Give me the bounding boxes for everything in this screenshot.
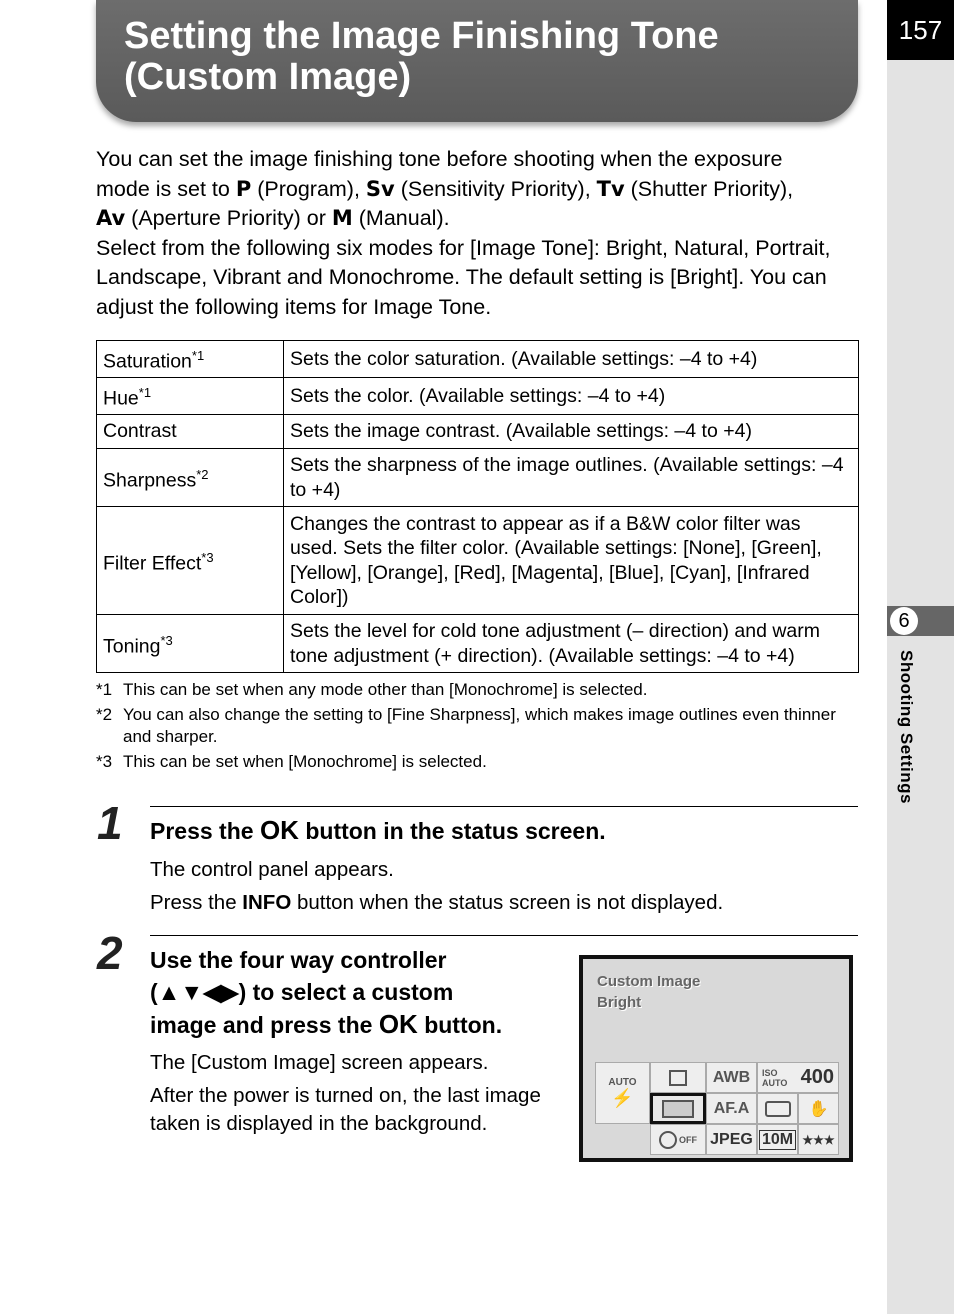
table-row xyxy=(97,415,859,449)
table-cell-desc: Changes the contrast to appear as if a B&W color filter was used. Sets the filter color. (Available settings: [None], [Green], [Yellow], [Orange], [Red], [Magenta], [Blue], [Cyan], [Infrared Color]) xyxy=(284,507,859,615)
mode-m-icon: M xyxy=(331,206,353,230)
footnote xyxy=(96,679,866,701)
item-name: Filter Effect xyxy=(103,552,202,574)
footnote xyxy=(96,751,866,773)
mode-av-icon: Av xyxy=(96,206,126,230)
footnote-mark: *3 xyxy=(201,549,214,565)
table-cell-desc: Sets the sharpness of the image outlines. (Available settings: –4 to +4) xyxy=(284,449,859,507)
step-2-heading-line: Use the four way controller xyxy=(150,947,447,973)
footnote-mark: *2 xyxy=(96,705,113,724)
table-row xyxy=(97,341,859,378)
title-line-2: (Custom Image) xyxy=(124,56,412,98)
step-2-heading-line xyxy=(150,1008,570,1041)
iso-label: ISO AUTO xyxy=(762,1067,788,1088)
table-cell-name xyxy=(97,449,284,507)
step-text: image and press the xyxy=(150,1012,379,1038)
intro-text-part: (Shutter Priority), xyxy=(624,176,794,201)
intro-text-part: (Program), xyxy=(251,176,366,201)
table-row xyxy=(97,507,859,615)
table-cell-name xyxy=(97,615,284,673)
step-1-body-line xyxy=(150,889,870,917)
footnote-mark: *1 xyxy=(96,680,113,699)
footnote-mark: *1 xyxy=(191,348,205,363)
step-1-number: 1 xyxy=(97,797,123,849)
table-cell-desc: Sets the color saturation. (Available settings: –4 to +4) xyxy=(284,341,859,378)
step-2-heading-line: (▲▼◀▶) to select a custom xyxy=(150,979,454,1005)
step-text: Press the xyxy=(150,891,243,914)
table-cell-name xyxy=(97,507,284,615)
filter-icon xyxy=(659,1131,677,1149)
intro-text xyxy=(96,145,866,322)
chapter-number: 6 xyxy=(890,607,918,635)
digital-filter-cell xyxy=(650,1124,706,1155)
footnote xyxy=(96,704,866,748)
footnote-text: You can also change the setting to [Fine Sharpness], which makes image outlines even thinner and sharper. xyxy=(123,705,836,746)
ok-button-icon: OK xyxy=(378,1009,418,1039)
step-2-body-line: The [Custom Image] screen appears. xyxy=(150,1051,489,1074)
table-cell-name xyxy=(97,415,284,449)
step-2-number: 2 xyxy=(97,927,123,979)
step-2-body xyxy=(150,1049,545,1143)
footnotes xyxy=(96,679,866,776)
camera-control-panel-screen xyxy=(579,955,853,1162)
info-button-icon: INFO xyxy=(242,891,292,914)
custom-image-icon xyxy=(662,1100,694,1118)
step-text: button when the status screen is not displayed. xyxy=(291,891,724,914)
screen-title-line: Custom Image xyxy=(597,973,701,990)
footnote-mark: *3 xyxy=(160,632,173,648)
step-text: Press the xyxy=(150,818,260,844)
page-number: 157 xyxy=(887,0,954,60)
settings-table xyxy=(96,340,859,673)
step-2-body-line: After the power is turned on, the last image taken is displayed in the background. xyxy=(150,1084,541,1135)
step-text: button. xyxy=(417,1012,503,1038)
intro-line-3 xyxy=(96,204,866,234)
table-cell-desc: Sets the image contrast. (Available settings: –4 to +4) xyxy=(284,415,859,449)
table-cell-desc: Sets the level for cold tone adjustment (– direction) and warm tone adjustment (+ direction). (Available settings: –4 to +4) xyxy=(284,615,859,673)
filter-off-label: OFF xyxy=(679,1134,697,1145)
item-name: Sharpness xyxy=(103,469,197,491)
flash-mode-cell xyxy=(595,1062,650,1124)
page-title xyxy=(124,16,824,98)
mode-tv-icon: Tv xyxy=(596,176,625,201)
step-2-heading xyxy=(150,944,570,1041)
quality-cell: ★★★ xyxy=(798,1124,839,1155)
footnote-text: This can be set when [Monochrome] is selected. xyxy=(123,752,487,771)
intro-line-2 xyxy=(96,175,866,205)
af-mode-cell: AF.A xyxy=(706,1093,757,1124)
item-name: Toning xyxy=(103,635,161,657)
table-cell-desc: Sets the color. (Available settings: –4 to +4) xyxy=(284,378,859,415)
table-cell-name xyxy=(97,341,284,378)
item-name: Contrast xyxy=(103,420,177,443)
screen-title xyxy=(597,971,700,1013)
step-1-body-line: The control panel appears. xyxy=(150,858,394,881)
intro-paragraph-2: Select from the following six modes for [Image Tone]: Bright, Natural, Portrait, Landscape, Vibrant and Monochrome. The default setting is [Bright]. You can adjust the following items for Image Tone. xyxy=(96,235,831,319)
table-cell-name xyxy=(97,378,284,415)
single-frame-icon xyxy=(669,1070,687,1086)
mode-sv-icon: Sv xyxy=(365,176,395,201)
screen-background xyxy=(583,959,849,1158)
footnote-mark: *1 xyxy=(138,385,152,400)
footnote-mark: *3 xyxy=(96,752,113,771)
metering-icon xyxy=(765,1101,791,1117)
ok-button-icon: OK xyxy=(259,815,299,845)
custom-image-cell[interactable] xyxy=(650,1093,706,1124)
iso-cell xyxy=(757,1062,839,1093)
footnote-mark: *2 xyxy=(196,466,209,482)
title-line-1: Setting the Image Finishing Tone xyxy=(124,15,719,57)
table-row xyxy=(97,615,859,673)
intro-text-part: (Aperture Priority) or xyxy=(125,206,332,230)
item-name: Hue xyxy=(103,387,139,410)
step-1-rule xyxy=(150,806,858,807)
shake-reduction-icon: ✋ xyxy=(808,1100,829,1118)
chapter-title: Shooting Settings xyxy=(897,650,916,804)
table-row xyxy=(97,378,859,415)
intro-text-part: (Sensitivity Priority), xyxy=(394,176,597,201)
intro-text-part: (Manual). xyxy=(352,206,450,230)
intro-line-1: You can set the image finishing tone before shooting when the exposure xyxy=(96,147,783,171)
white-balance-cell: AWB xyxy=(706,1062,757,1093)
iso-value: 400 xyxy=(800,1066,834,1088)
flash-icon: ⚡ xyxy=(611,1088,634,1108)
footnote-text: This can be set when any mode other than [Monochrome] is selected. xyxy=(123,680,648,699)
table-row xyxy=(97,449,859,507)
file-format-cell: JPEG xyxy=(706,1124,757,1155)
step-2-rule xyxy=(150,935,858,936)
intro-text-part: mode is set to xyxy=(96,176,236,201)
screen-subtitle-line: Bright xyxy=(597,994,642,1011)
image-size-value: 10M xyxy=(759,1130,796,1150)
mode-p-icon: P xyxy=(235,176,252,201)
item-name: Saturation xyxy=(103,350,192,373)
metering-cell xyxy=(757,1093,798,1124)
flash-auto-label: AUTO xyxy=(608,1077,637,1088)
drive-mode-cell xyxy=(650,1062,706,1093)
step-text: button in the status screen. xyxy=(298,818,606,844)
step-1-heading xyxy=(150,814,606,847)
image-size-cell xyxy=(757,1124,798,1155)
shake-reduction-cell xyxy=(798,1093,839,1124)
step-1-body xyxy=(150,856,870,922)
